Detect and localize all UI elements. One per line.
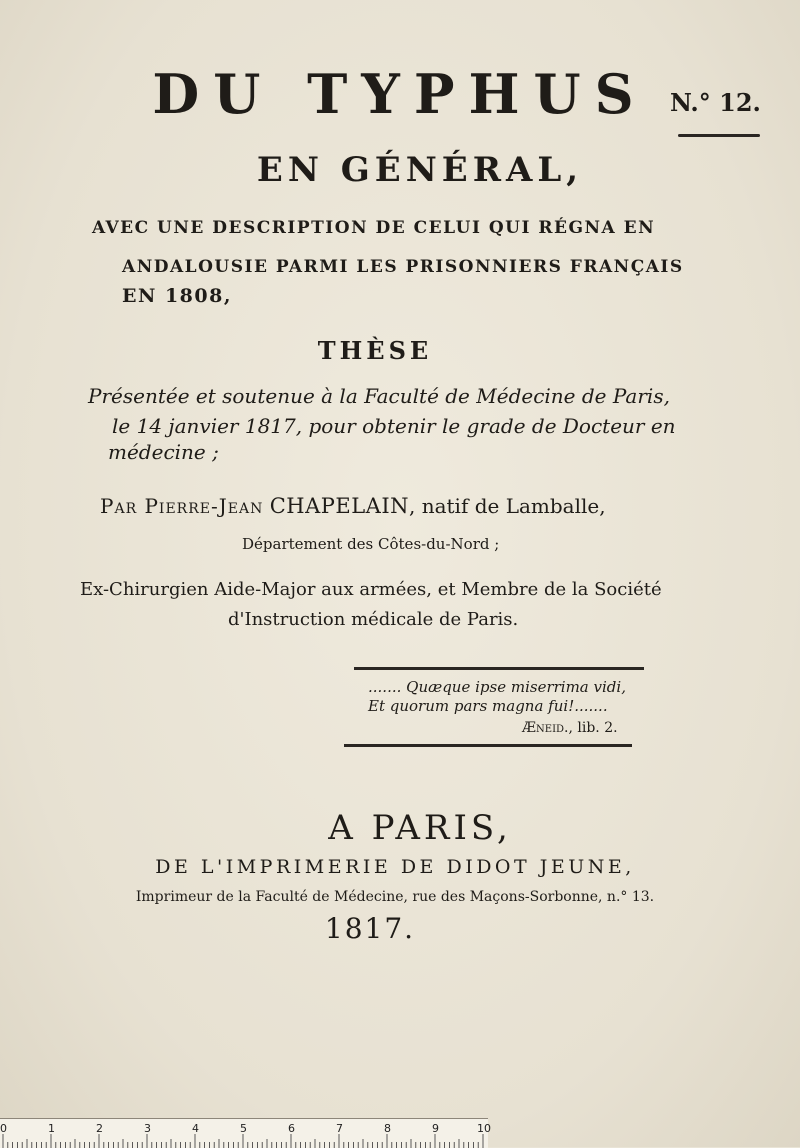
credentials-line-1: Ex-Chirurgien Aide-Major aux armées, et Membre de la Société [80,579,662,600]
author-name: CHAPELAIN [269,494,409,518]
author-prefix: Par Pierre-Jean [100,494,264,518]
ruler-label: 10 [477,1122,491,1135]
scale-ruler [0,1118,491,1148]
ruler-label: 2 [96,1122,103,1135]
credentials-line-2: d'Instruction médicale de Paris. [228,609,519,630]
ruler-label: 7 [336,1122,343,1135]
number-underline [678,134,760,137]
epigraph-source [522,720,618,736]
presentation-line-1: Présentée et soutenue à la Faculté de Médecine de Paris, [88,384,670,408]
ruler-label: 6 [288,1122,295,1135]
imprint-printer: DE L'IMPRIMERIE DE DIDOT JEUNE, [155,856,635,878]
subtitle: EN GÉNÉRAL, [256,150,584,190]
presentation-line-2: le 14 janvier 1817, pour obtenir le grade de Docteur en [112,414,676,438]
epigraph-line-2: Et quorum pars magna fui!....... [368,697,608,715]
epigraph-source-name: Æneid. [522,720,569,736]
imprint-printer-detail: Imprimeur de la Faculté de Médecine, rue des Maçons-Sorbonne, n.° 13. [135,889,655,905]
document-number: N.° 12. [670,88,761,117]
imprint-city: A PARIS, [328,808,512,848]
these-heading: THÈSE [317,336,433,365]
author-origin: , natif de Lamballe, [409,494,606,518]
ruler-label: 3 [144,1122,151,1135]
ruler-label: 4 [192,1122,199,1135]
author-line [100,494,606,518]
epigraph-line-1: ....... Quæque ipse miserrima vidi, [368,678,626,696]
presentation-line-3: médecine ; [108,440,219,464]
epigraph-source-ref: , lib. 2. [568,720,618,736]
ruler-label: 0 [0,1122,7,1135]
imprint-year: 1817. [324,912,416,945]
main-title: DU TYPHUS [152,62,648,126]
epigraph-top-rule [354,667,644,670]
ruler-label: 1 [48,1122,55,1135]
ruler-label: 9 [432,1122,439,1135]
description-line-2: ANDALOUSIE PARMI LES PRISONNIERS FRANÇAIS [122,257,684,277]
ruler-label: 5 [240,1122,247,1135]
ruler-label: 8 [384,1122,391,1135]
author-department: Département des Côtes-du-Nord ; [242,535,500,553]
description-line-1: AVEC UNE DESCRIPTION DE CELUI QUI RÉGNA EN [92,218,656,238]
epigraph-bottom-rule [344,744,632,747]
description-line-3: EN 1808, [122,285,232,307]
